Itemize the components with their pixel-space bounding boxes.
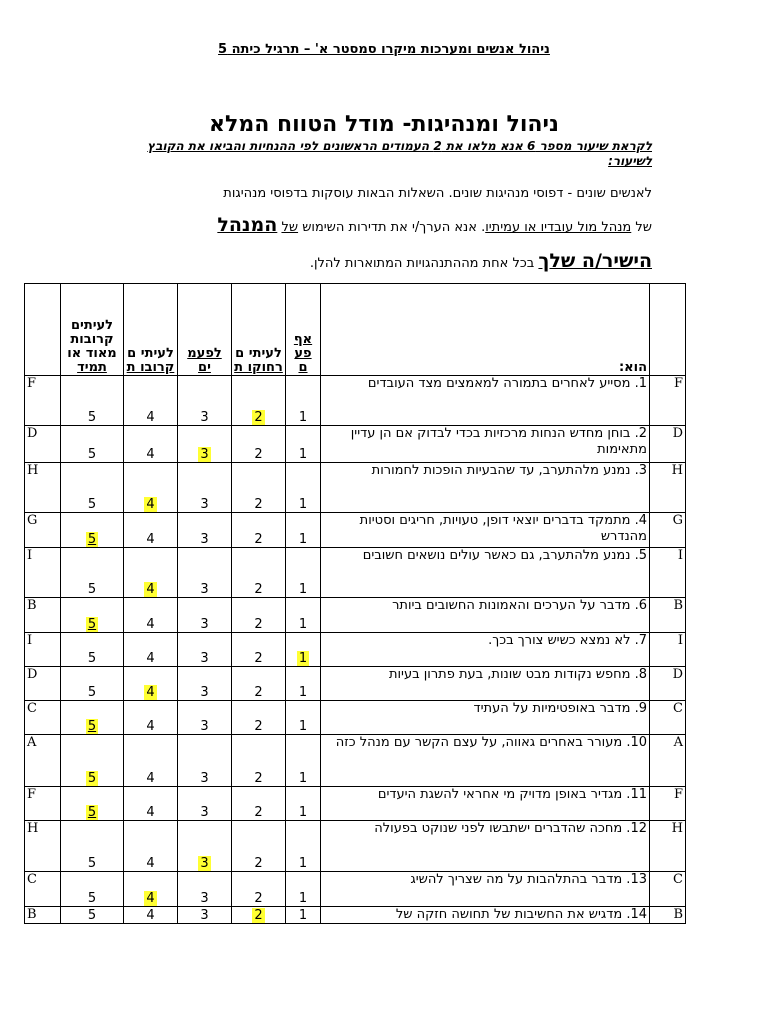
- rating-option-1[interactable]: [286, 513, 321, 548]
- rating-option-4[interactable]: [124, 463, 178, 513]
- rating-option-3[interactable]: [178, 548, 232, 598]
- rating-value: 5: [87, 805, 97, 820]
- rating-option-2[interactable]: [232, 548, 286, 598]
- rating-value: 3: [200, 805, 209, 820]
- rating-option-5[interactable]: [61, 426, 124, 463]
- rating-option-5[interactable]: [61, 907, 124, 924]
- instructions: לקראת שיעור מספר 6 אנא מלאו את 2 העמודים הראשונים לפי ההנחיות והביאו את הקובץ לשיעור:: [147, 139, 652, 168]
- scale-header-1: אף פע ם: [286, 284, 321, 376]
- statement-text: 6. מדבר על הערכים והאמונות החשובים ביותר: [321, 598, 650, 633]
- intro-line-3-rest: בכל אחת מההתנהגויות המתוארות להלן.: [309, 256, 539, 271]
- rating-value: 1: [298, 908, 308, 923]
- rating-option-1[interactable]: [286, 376, 321, 426]
- rating-option-5[interactable]: [61, 513, 124, 548]
- table-row: [25, 513, 686, 548]
- rating-option-5[interactable]: [61, 701, 124, 735]
- rating-value: 1: [298, 719, 308, 734]
- row-letter: F: [650, 787, 686, 821]
- table-row: [25, 548, 686, 598]
- intro-line-2: [112, 214, 652, 236]
- header-letter-cell: [650, 284, 686, 376]
- rating-option-1[interactable]: [286, 787, 321, 821]
- row-letter: I: [650, 548, 686, 598]
- intro-manager-vs-employees: מנהל מול עובדיו או עמיתיו: [485, 220, 632, 235]
- statement-text: 13. מדבר בהתלהבות על מה שצריך להשיג: [321, 872, 650, 907]
- statement-text: 8. מחפש נקודות מבט שונות, בעת פתרון בעיות: [321, 667, 650, 701]
- rating-option-2[interactable]: [232, 821, 286, 872]
- scale-header-4: לעיתי ם קרובו ת: [124, 284, 178, 376]
- rating-option-4[interactable]: [124, 787, 178, 821]
- rating-value: 4: [146, 908, 155, 923]
- rating-option-2[interactable]: [232, 872, 286, 907]
- rating-option-2[interactable]: [232, 598, 286, 633]
- rating-value: 5: [87, 891, 97, 906]
- rating-value: 4: [146, 856, 155, 871]
- rating-value: 4: [146, 719, 155, 734]
- row-letter: H: [650, 463, 686, 513]
- table-row: [25, 872, 686, 907]
- rating-value: 3: [200, 908, 209, 923]
- scale-header-3: לפעמ ים: [178, 284, 232, 376]
- intro-line-3: [112, 250, 652, 272]
- rating-option-1[interactable]: [286, 667, 321, 701]
- rating-option-4[interactable]: [124, 872, 178, 907]
- rating-value: 3: [200, 582, 209, 597]
- rating-value: 3: [200, 447, 209, 462]
- rating-value: 3: [200, 617, 209, 632]
- rating-option-3[interactable]: [178, 598, 232, 633]
- rating-option-5[interactable]: [61, 821, 124, 872]
- row-letter-left: D: [25, 667, 61, 701]
- rating-value: 2: [254, 651, 263, 666]
- row-letter: I: [650, 633, 686, 667]
- rating-value: 5: [87, 582, 97, 597]
- rating-option-1[interactable]: [286, 548, 321, 598]
- row-letter-left: H: [25, 463, 61, 513]
- rating-option-5[interactable]: [61, 633, 124, 667]
- rating-option-2[interactable]: [232, 787, 286, 821]
- rating-value: 2: [254, 497, 263, 512]
- rating-value: 1: [298, 771, 308, 786]
- intro-of: של: [281, 220, 299, 235]
- row-letter-left: F: [25, 376, 61, 426]
- rating-value: 2: [254, 410, 263, 425]
- row-letter: B: [650, 598, 686, 633]
- rating-value: 3: [200, 891, 209, 906]
- rating-option-3[interactable]: [178, 701, 232, 735]
- rating-value: 4: [146, 582, 155, 597]
- row-letter: A: [650, 735, 686, 787]
- row-letter: B: [650, 907, 686, 924]
- intro-your-direct: הישיר/ה שלך: [538, 250, 652, 272]
- intro-line-1: לאנשים שונים - דפוסי מנהיגות שונים. השאלות הבאות עוסקות בדפוסי מנהיגות: [223, 186, 652, 201]
- rating-option-1[interactable]: [286, 735, 321, 787]
- row-letter: D: [650, 426, 686, 463]
- rating-value: 2: [254, 582, 263, 597]
- rating-option-1[interactable]: [286, 872, 321, 907]
- rating-option-4[interactable]: [124, 821, 178, 872]
- rating-option-2[interactable]: [232, 735, 286, 787]
- rating-value: 2: [254, 685, 263, 700]
- statement-text: 2. בוחן מחדש הנחות מרכזיות בכדי לבדוק אם הן עדיין מתאימות: [321, 426, 650, 463]
- row-letter: G: [650, 513, 686, 548]
- table-row: [25, 667, 686, 701]
- rating-option-1[interactable]: [286, 907, 321, 924]
- rating-option-5[interactable]: [61, 548, 124, 598]
- statement-text: 11. מגדיר באופן מדויק מי אחראי להשגת היעדים: [321, 787, 650, 821]
- rating-option-3[interactable]: [178, 872, 232, 907]
- statement-text: 4. מתמקד בדברים יוצאי דופן, טעויות, חריגים וסטיות מהנדרש: [321, 513, 650, 548]
- row-letter-left: B: [25, 598, 61, 633]
- rating-option-4[interactable]: [124, 513, 178, 548]
- rating-option-3[interactable]: [178, 463, 232, 513]
- statement-text: 7. לא נמצא כשיש צורך בכך.: [321, 633, 650, 667]
- rating-option-4[interactable]: [124, 548, 178, 598]
- rating-option-3[interactable]: [178, 821, 232, 872]
- rating-value: 4: [146, 617, 155, 632]
- statement-text: 9. מדבר באופטימיות על העתיד: [321, 701, 650, 735]
- rating-value: 4: [146, 771, 155, 786]
- rating-value: 4: [146, 532, 155, 547]
- rating-option-5[interactable]: [61, 376, 124, 426]
- rating-value: 1: [298, 651, 308, 666]
- rating-value: 4: [146, 651, 155, 666]
- table-header-row: [25, 284, 686, 376]
- rating-value: 2: [254, 908, 263, 923]
- rating-option-2[interactable]: [232, 513, 286, 548]
- rating-option-2[interactable]: [232, 463, 286, 513]
- intro-the-manager: המנהל: [217, 214, 278, 236]
- statement-text: 1. מסייע לאחרים בתמורה למאמצים מצד העובדים: [321, 376, 650, 426]
- rating-value: 4: [146, 410, 155, 425]
- rating-option-1[interactable]: [286, 598, 321, 633]
- row-letter-left: D: [25, 426, 61, 463]
- rating-value: 3: [200, 410, 209, 425]
- intro-line-2-mid: . אנא הערך/י את תדירות השימוש: [298, 220, 486, 235]
- rating-value: 4: [146, 805, 155, 820]
- statement-text: 10. מעורר באחרים גאווה, על עצם הקשר עם מנהל כזה: [321, 735, 650, 787]
- rating-option-5[interactable]: [61, 667, 124, 701]
- rating-value: 5: [87, 410, 97, 425]
- rating-value: 2: [254, 447, 263, 462]
- rating-value: 5: [87, 685, 97, 700]
- table-row: [25, 735, 686, 787]
- rating-option-4[interactable]: [124, 376, 178, 426]
- row-letter-left: C: [25, 701, 61, 735]
- statement-text: 12. מחכה שהדברים ישתבשו לפני שנוקט בפעולה: [321, 821, 650, 872]
- rating-value: 2: [254, 891, 263, 906]
- rating-option-3[interactable]: [178, 513, 232, 548]
- table-row: [25, 463, 686, 513]
- rating-value: 4: [146, 447, 155, 462]
- rating-option-4[interactable]: [124, 907, 178, 924]
- rating-value: 2: [254, 856, 263, 871]
- statement-header: הוא:: [321, 284, 650, 376]
- rating-value: 5: [87, 908, 97, 923]
- intro-line-2-pre: של: [631, 220, 652, 235]
- rating-value: 3: [200, 651, 209, 666]
- rating-option-2[interactable]: [232, 426, 286, 463]
- rating-option-3[interactable]: [178, 376, 232, 426]
- rating-value: 3: [200, 497, 209, 512]
- rating-value: 4: [146, 497, 155, 512]
- row-letter-left: I: [25, 548, 61, 598]
- row-letter-left: H: [25, 821, 61, 872]
- rating-option-5[interactable]: [61, 463, 124, 513]
- row-letter-left: F: [25, 787, 61, 821]
- document-title: ניהול ומנהיגות- מודל הטווח המלא: [209, 112, 559, 137]
- row-letter: H: [650, 821, 686, 872]
- row-letter-left: B: [25, 907, 61, 924]
- scale-header-5: לעיתים קרובות מאוד או תמיד: [61, 284, 124, 376]
- rating-option-3[interactable]: [178, 633, 232, 667]
- rating-option-1[interactable]: [286, 821, 321, 872]
- row-letter-left: A: [25, 735, 61, 787]
- rating-value: 1: [298, 497, 308, 512]
- table-row: [25, 633, 686, 667]
- table-row: [25, 598, 686, 633]
- rating-option-4[interactable]: [124, 701, 178, 735]
- rating-value: 5: [87, 651, 97, 666]
- rating-option-4[interactable]: [124, 598, 178, 633]
- header-letter-cell-left: [25, 284, 61, 376]
- questionnaire-table: [24, 283, 686, 924]
- rating-option-2[interactable]: [232, 376, 286, 426]
- rating-value: 5: [87, 447, 97, 462]
- rating-value: 1: [298, 891, 308, 906]
- rating-value: 3: [200, 719, 209, 734]
- table-row: [25, 907, 686, 924]
- rating-option-1[interactable]: [286, 426, 321, 463]
- row-letter: F: [650, 376, 686, 426]
- rating-value: 2: [254, 532, 263, 547]
- row-letter-left: G: [25, 513, 61, 548]
- table-row: [25, 821, 686, 872]
- rating-option-1[interactable]: [286, 701, 321, 735]
- rating-value: 2: [254, 719, 263, 734]
- rating-value: 2: [254, 805, 263, 820]
- scale-header-2: לעיתי ם רחוקו ת: [232, 284, 286, 376]
- page-header: ניהול אנשים ומערכות מיקרו סמסטר א' – תרגיל כיתה 5: [218, 42, 550, 57]
- row-letter: C: [650, 701, 686, 735]
- rating-value: 1: [298, 410, 308, 425]
- rating-value: 5: [87, 771, 97, 786]
- rating-value: 4: [146, 891, 155, 906]
- table-row: [25, 701, 686, 735]
- rating-option-3[interactable]: [178, 787, 232, 821]
- rating-value: 1: [298, 856, 308, 871]
- rating-option-4[interactable]: [124, 735, 178, 787]
- rating-value: 5: [87, 532, 97, 547]
- rating-option-4[interactable]: [124, 633, 178, 667]
- rating-value: 1: [298, 582, 308, 597]
- rating-option-2[interactable]: [232, 701, 286, 735]
- rating-option-3[interactable]: [178, 735, 232, 787]
- rating-option-2[interactable]: [232, 907, 286, 924]
- rating-value: 1: [298, 685, 308, 700]
- statement-text: 5. נמנע מלהתערב, גם כאשר עולים נושאים חשובים: [321, 548, 650, 598]
- table-row: [25, 787, 686, 821]
- rating-value: 1: [298, 532, 308, 547]
- rating-option-1[interactable]: [286, 633, 321, 667]
- rating-value: 3: [200, 685, 209, 700]
- rating-option-3[interactable]: [178, 907, 232, 924]
- rating-option-2[interactable]: [232, 633, 286, 667]
- rating-value: 2: [254, 771, 263, 786]
- rating-value: 3: [200, 771, 209, 786]
- table-row: [25, 426, 686, 463]
- rating-value: 1: [298, 805, 308, 820]
- statement-text: 3. נמנע מלהתערב, עד שהבעיות הופכות לחמורות: [321, 463, 650, 513]
- row-letter: C: [650, 872, 686, 907]
- rating-option-4[interactable]: [124, 667, 178, 701]
- rating-option-5[interactable]: [61, 598, 124, 633]
- rating-value: 2: [254, 617, 263, 632]
- rating-value: 3: [200, 856, 209, 871]
- rating-value: 5: [87, 856, 97, 871]
- statement-text: 14. מדגיש את החשיבות של תחושה חזקה של: [321, 907, 650, 924]
- rating-option-2[interactable]: [232, 667, 286, 701]
- rating-option-3[interactable]: [178, 667, 232, 701]
- row-letter: D: [650, 667, 686, 701]
- rating-value: 5: [87, 617, 97, 632]
- table-row: [25, 376, 686, 426]
- row-letter-left: C: [25, 872, 61, 907]
- rating-value: 1: [298, 447, 308, 462]
- rating-value: 4: [146, 685, 155, 700]
- rating-option-1[interactable]: [286, 463, 321, 513]
- rating-option-5[interactable]: [61, 872, 124, 907]
- rating-option-5[interactable]: [61, 787, 124, 821]
- rating-option-4[interactable]: [124, 426, 178, 463]
- rating-value: 3: [200, 532, 209, 547]
- row-letter-left: I: [25, 633, 61, 667]
- rating-value: 5: [87, 719, 97, 734]
- rating-value: 1: [298, 617, 308, 632]
- rating-option-3[interactable]: [178, 426, 232, 463]
- rating-value: 5: [87, 497, 97, 512]
- rating-option-5[interactable]: [61, 735, 124, 787]
